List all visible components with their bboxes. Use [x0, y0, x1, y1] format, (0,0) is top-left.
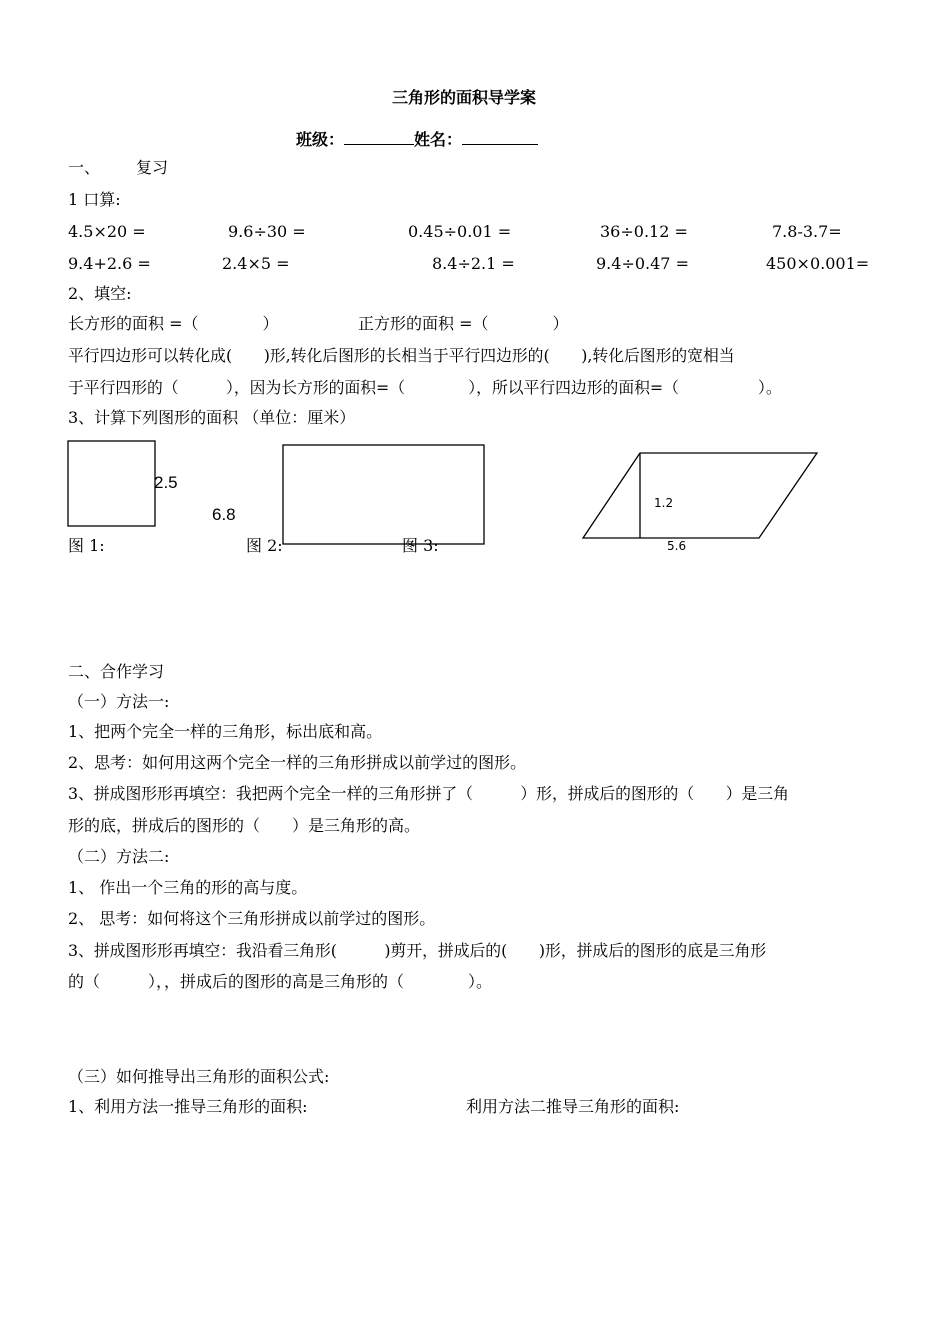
square-figure [68, 441, 155, 526]
section1-heading: 复习 [136, 158, 169, 177]
fill-label: 2、填空: [68, 284, 132, 303]
fig3-height-label: 1.2 [654, 496, 674, 510]
method1-item1: 1、把两个完全一样的三角形，标出底和高。 [68, 722, 383, 741]
method2-item3-line2: 的（ ），，拼成后的图形的高是三角形的（ ）。 [68, 972, 493, 991]
fig2-side-label: 6.8 [212, 505, 236, 524]
rectangle-figure [283, 445, 484, 544]
method2-heading: （二）方法二: [68, 847, 170, 866]
oral-item: 8.4÷2.1 = [432, 254, 515, 273]
method1-heading: （一）方法一: [68, 692, 170, 711]
oral-item: 9.4÷0.47 = [596, 254, 689, 273]
method2-item1: 1、 作出一个三角的形的高与度。 [68, 878, 308, 897]
oral-item: 2.4×5 = [222, 254, 290, 273]
oral-item: 36÷0.12 = [600, 222, 688, 241]
fill-parallelogram-line2: 于平行四形的（ ），因为长方形的面积=（ ），所以平行四边形的面积=（ ）。 [68, 378, 782, 397]
oral-item: 9.4+2.6 = [68, 254, 151, 273]
oral-item: 9.6÷30 = [228, 222, 306, 241]
oral-item: 450×0.001= [766, 254, 870, 273]
fig3-base-label: 5.6 [667, 539, 687, 553]
method2-item2: 2、 思考：如何将这个三角形拼成以前学过的图形。 [68, 909, 436, 928]
fill-parallelogram-line1: 平行四边形可以转化成( )形,转化后图形的长相当于平行四边形的( ),转化后图形的宽相当 [68, 346, 735, 365]
method1-item2: 2、思考：如何用这两个完全一样的三角形拼成以前学过的图形。 [68, 753, 527, 772]
method1-item3-line2: 形的底，拼成后的图形的（ ）是三角形的高。 [68, 816, 421, 835]
section2-heading: 二、合作学习 [68, 662, 165, 681]
fig2-caption: 图 2: [246, 536, 283, 555]
fig3-caption: 图 3: [402, 536, 439, 555]
name-label: 姓名： [414, 130, 463, 149]
fig1-caption: 图 1: [68, 536, 105, 555]
oral-calc-label: 1 口算: [68, 190, 121, 209]
fig3-caption-clip [402, 536, 486, 555]
section1-number: 一、 [68, 158, 101, 177]
fig1-side-label: 2.5 [154, 473, 178, 492]
oral-item: 0.45÷0.01 = [408, 222, 512, 241]
fill-square-area: 正方形的面积 =（ ） [358, 314, 569, 333]
calc-label: 3、计算下列图形的面积 （单位：厘米） [68, 408, 356, 427]
parallelogram-figure [583, 453, 817, 538]
method3-heading: （三）如何推导出三角形的面积公式: [68, 1067, 330, 1086]
fill-rect-area: 长方形的面积 =（ ） [68, 314, 279, 333]
oral-item: 4.5×20 = [68, 222, 146, 241]
page-title: 三角形的面积导学案 [392, 88, 537, 107]
method2-item3-line1: 3、拼成图形形再填空：我沿看三角形( )剪开，拼成后的( )形，拼成后的图形的底是三角形 [68, 941, 767, 960]
class-label: 班级： [296, 130, 345, 149]
oral-item: 7.8-3.7= [772, 222, 842, 241]
method1-item3-line1: 3、拼成图形形再填空：我把两个完全一样的三角形拼了（ ）形，拼成后的图形的（ ）是三角 [68, 784, 789, 803]
method3-item1b: 利用方法二推导三角形的面积: [466, 1097, 680, 1116]
method3-item1a: 1、利用方法一推导三角形的面积: [68, 1097, 308, 1116]
